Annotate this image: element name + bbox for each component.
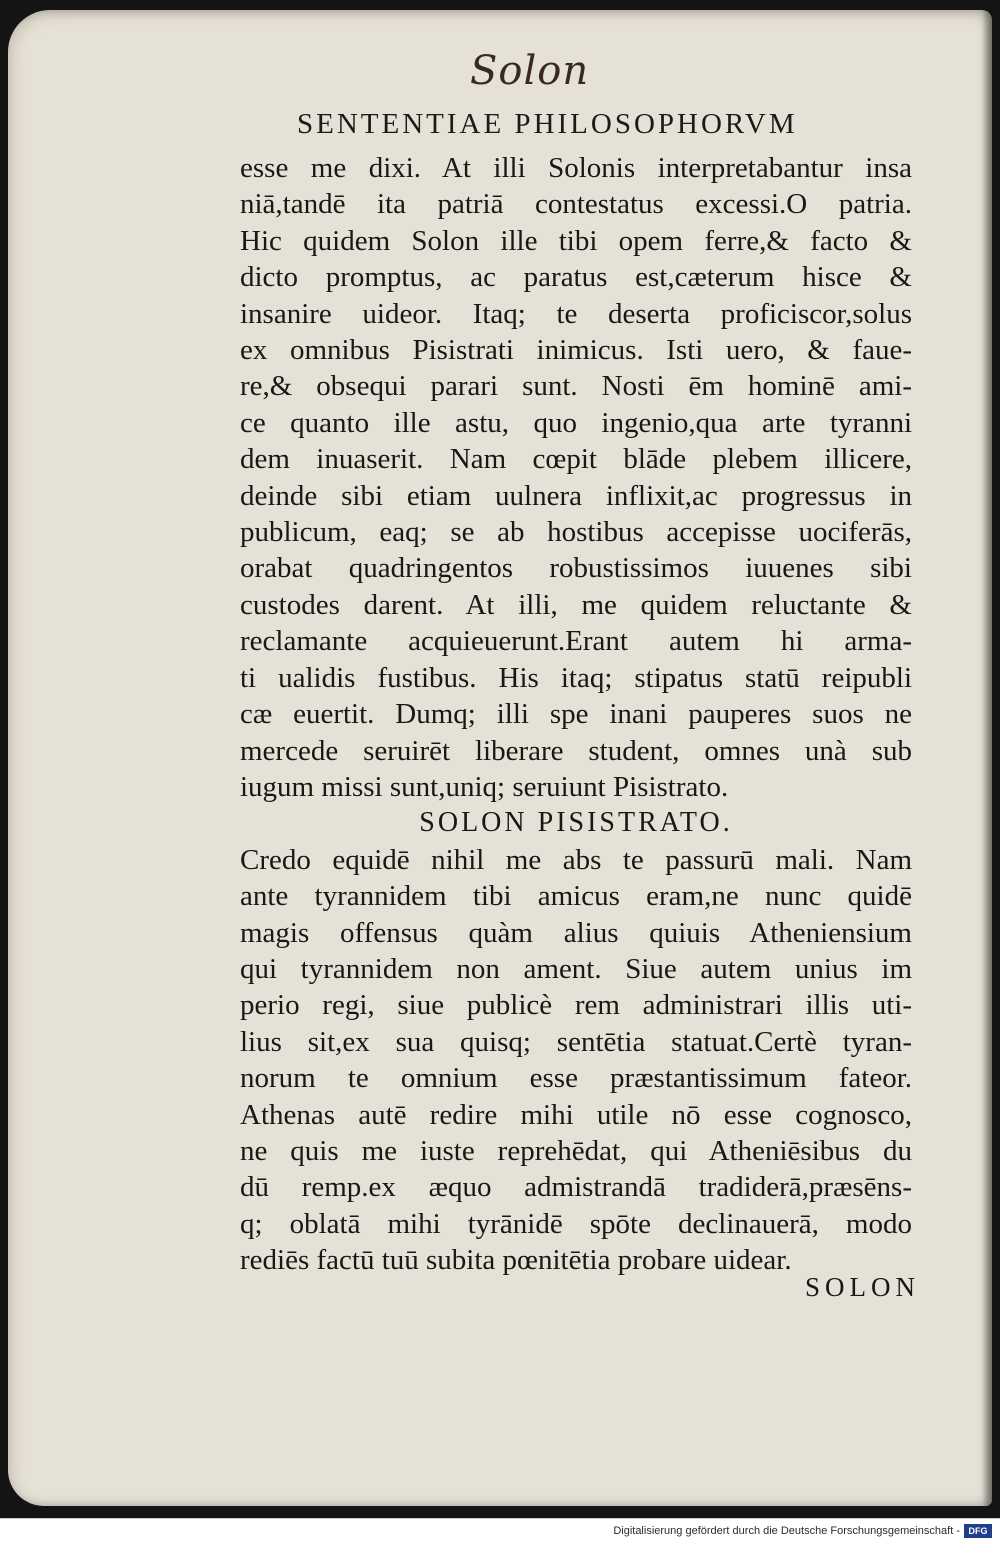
text-line: rediēs factū tuū subita pœnitētia probare uidear. [240, 1244, 792, 1277]
text-line: ne quis me iuste reprehēdat, qui Atheniēsibus du [240, 1134, 912, 1167]
page-spine-shadow [982, 10, 992, 1506]
text-line: mercede seruirēt liberare student, omnes unà sub [240, 734, 912, 767]
text-line: lius sit,ex sua quisq; sentētia statuat.Certè tyran- [240, 1025, 912, 1058]
running-head: SENTENTIAE PHILOSOPHORVM [297, 108, 798, 140]
text-line: cæ euertit. Dumq; illi spe inani pauperes suos ne [240, 698, 912, 731]
text-line: Credo equidē nihil me abs te passurū mali. Nam [240, 843, 912, 876]
catchword: SOLON [804, 1272, 920, 1302]
handwritten-annotation: Solon [470, 48, 590, 94]
text-line: Hic quidem Solon ille tibi opem ferre,& facto & [240, 224, 912, 257]
funding-credit: Digitalisierung gefördert durch die Deutsche Forschungsgemeinschaft - [613, 1525, 960, 1537]
dfg-logo-icon: DFG [964, 1524, 992, 1538]
text-line: iugum missi sunt,uniq; seruiunt Pisistrato. [240, 770, 729, 803]
text-line: q; oblatā mihi tyrānidē spōte declinauerā, modo [240, 1207, 912, 1240]
text-line: dū remp.ex æquo admistrandā tradiderā,præsēns- [240, 1171, 912, 1204]
text-line: perio regi, siue publicè rem administrari illis uti- [240, 989, 912, 1022]
text-line: ti ualidis fustibus. His itaq; stipatus statū reipubli [240, 661, 912, 694]
text-line: ante tyrannidem tibi amicus eram,ne nunc quidē [240, 880, 912, 913]
text-line: ex omnibus Pisistrati inimicus. Isti uero, & faue- [240, 334, 912, 367]
text-line: qui tyrannidem non ament. Siue autem unius im [240, 952, 912, 985]
text-line: publicum, eaq; se ab hostibus accepisse uociferās, [240, 516, 912, 549]
text-line: deinde sibi etiam uulnera inflixit,ac progressus in [240, 479, 912, 512]
text-line: ce quanto ille astu, quo ingenio,qua arte tyranni [240, 406, 912, 439]
text-line: dem inuaserit. Nam cœpit blāde plebem illicere, [240, 443, 912, 476]
footer-bar [0, 1518, 1000, 1544]
text-line: orabat quadringentos robustissimos iuuenes sibi [240, 552, 912, 585]
body-text [240, 150, 912, 1279]
text-line: esse me dixi. At illi Solonis interpretabantur insa [240, 152, 912, 184]
text-line: dicto promptus, ac paratus est,cæterum hisce & [240, 261, 912, 294]
text-line: custodes darent. At illi, me quidem reluctante & [240, 588, 912, 621]
text-line: insanire uideor. Itaq; te deserta proficiscor,solus [240, 297, 912, 330]
text-line: Athenas autē redire mihi utile nō esse cognosco, [240, 1098, 912, 1131]
text-line: norum te omnium esse præstantissimum fateor. [240, 1062, 912, 1095]
section-heading: SOLON PISISTRATO. [419, 807, 733, 839]
text-line: re,& obsequi parari sunt. Nosti ēm hominē ami- [240, 370, 912, 403]
text-line: reclamante acquieuerunt.Erant autem hi arma- [240, 625, 912, 658]
text-line: niā,tandē ita patriā contestatus excessi.O patria. [240, 188, 912, 221]
text-line: magis offensus quàm alius quiuis Atheniensium [240, 916, 912, 949]
